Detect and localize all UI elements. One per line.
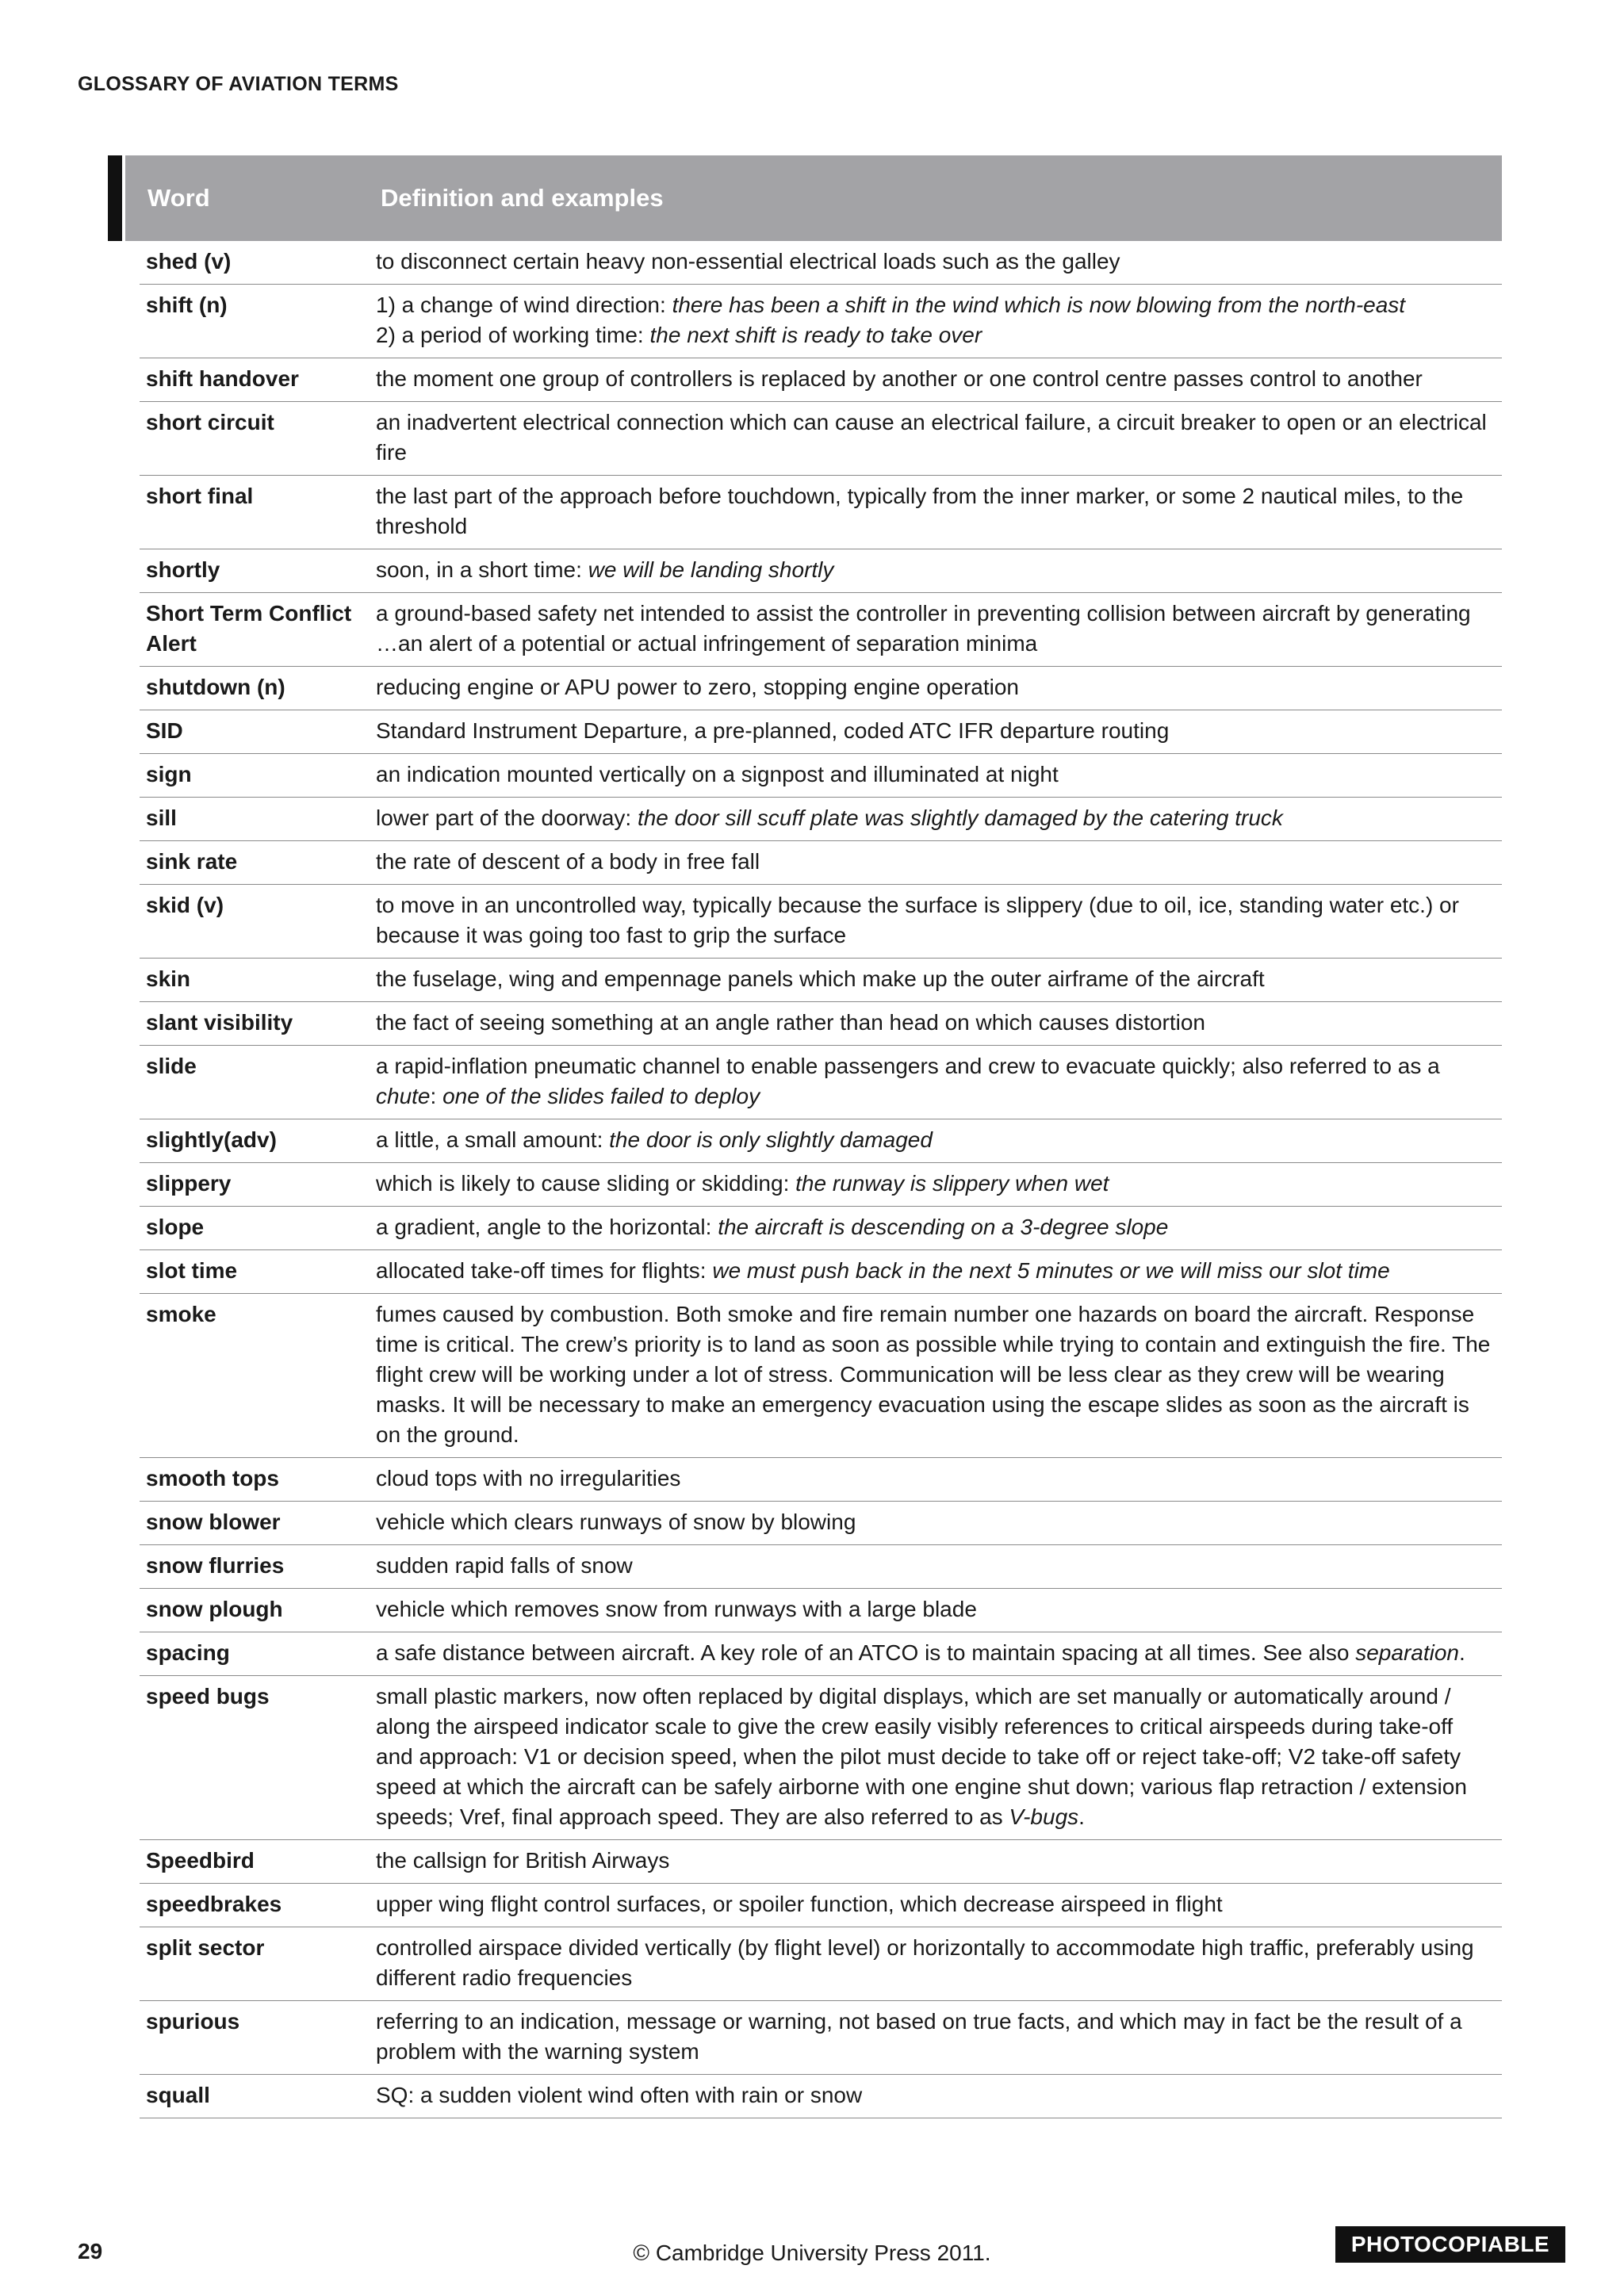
- definition-text: SQ: a sudden violent wind often with rain or snow: [376, 2083, 863, 2107]
- glossary-table-body: [140, 241, 1502, 2118]
- glossary-definition: [376, 964, 1502, 994]
- table-row: [140, 1294, 1502, 1458]
- definition-example: we will be landing shortly: [588, 557, 834, 582]
- definition-example: the runway is slippery when wet: [795, 1171, 1109, 1196]
- definition-text: allocated take-off times for flights:: [376, 1258, 713, 1283]
- definition-text: to move in an uncontrolled way, typically because the surface is slippery (due to oil, ice, standing water etc.) or because it was going too fast to grip the surface: [376, 893, 1459, 947]
- table-row: [140, 885, 1502, 959]
- glossary-term: shift (n): [146, 293, 228, 317]
- glossary-definition: [376, 1594, 1502, 1624]
- page-number: 29: [78, 2239, 103, 2263]
- definition-text: a safe distance between aircraft. A key role of an ATCO is to maintain spacing at all times. See also: [376, 1640, 1356, 1665]
- definition-example: the next shift is ready to take over: [649, 323, 982, 347]
- glossary-term: Speedbird: [146, 1848, 255, 1873]
- table-row: [140, 1632, 1502, 1676]
- definition-text: a gradient, angle to the horizontal:: [376, 1215, 718, 1239]
- glossary-definition: [376, 760, 1502, 790]
- table-row: [140, 798, 1502, 841]
- glossary-definition: [376, 803, 1502, 833]
- glossary-definition: [376, 1846, 1502, 1876]
- table-row: [140, 1676, 1502, 1840]
- definition-text: the callsign for British Airways: [376, 1848, 670, 1873]
- table-row: [140, 1502, 1502, 1545]
- definition-text: :: [430, 1084, 443, 1108]
- table-row: [140, 1250, 1502, 1294]
- glossary-term: speed bugs: [146, 1684, 270, 1709]
- glossary-term: shutdown (n): [146, 675, 285, 699]
- glossary-definition: [376, 1212, 1502, 1242]
- glossary-term: snow plough: [146, 1597, 283, 1621]
- definition-text: 1) a change of wind direction:: [376, 293, 672, 317]
- glossary-term: shortly: [146, 557, 220, 582]
- photocopiable-badge: PHOTOCOPIABLE: [1335, 2226, 1565, 2263]
- table-row: [140, 285, 1502, 358]
- definition-example: the aircraft is descending on a 3-degree slope: [718, 1215, 1169, 1239]
- glossary-term: snow flurries: [146, 1553, 285, 1578]
- glossary-definition: [376, 2007, 1502, 2067]
- definition-text: an inadvertent electrical connection which can cause an electrical failure, a circuit breaker to open or an electrical fire: [376, 410, 1487, 465]
- table-row: [140, 241, 1502, 285]
- glossary-definition: [376, 1008, 1502, 1038]
- glossary-term: snow blower: [146, 1510, 281, 1534]
- table-row: [140, 667, 1502, 710]
- glossary-definition: [376, 1169, 1502, 1199]
- glossary-definition: [376, 1051, 1502, 1112]
- definition-text: the rate of descent of a body in free fall: [376, 849, 760, 874]
- glossary-definition: [376, 408, 1502, 468]
- glossary-definition: [376, 672, 1502, 702]
- definition-text: an indication mounted vertically on a signpost and illuminated at night: [376, 762, 1059, 786]
- glossary-term: smoke: [146, 1302, 216, 1326]
- glossary-definition: [376, 847, 1502, 877]
- definition-text: Standard Instrument Departure, a pre-planned, coded ATC IFR departure routing: [376, 718, 1170, 743]
- table-row: [140, 2001, 1502, 2075]
- table-row: [140, 1046, 1502, 1119]
- table-row: [140, 710, 1502, 754]
- copyright-notice: © Cambridge University Press 2011.: [633, 2241, 991, 2265]
- glossary-definition: [376, 1464, 1502, 1494]
- glossary-term: skid (v): [146, 893, 224, 917]
- definition-text: small plastic markers, now often replaced by digital displays, which are set manually or automatically around / along the airspeed indicator scale to give the crew easily visibly references to critical airspeeds during take-off and approach: V1 or decision speed, when the pilot must decide to take off or reject take-off; V2 take-off safety speed at which the aircraft can be safely airborne with one engine shut down; various flap retraction / extension speeds; Vref, final approach speed. They are also referred to as: [376, 1684, 1467, 1829]
- definition-text: the moment one group of controllers is replaced by another or one control centre passes control to another: [376, 366, 1423, 391]
- glossary-definition: [376, 1638, 1502, 1668]
- glossary-definition: [376, 716, 1502, 746]
- definition-text: .: [1459, 1640, 1465, 1665]
- glossary-term: short circuit: [146, 410, 274, 434]
- definition-example: separation: [1355, 1640, 1459, 1665]
- glossary-term: slot time: [146, 1258, 238, 1283]
- table-row: [140, 1458, 1502, 1502]
- glossary-term: speedbrakes: [146, 1892, 282, 1916]
- definition-text: vehicle which removes snow from runways with a large blade: [376, 1597, 977, 1621]
- definition-example: V-bugs: [1009, 1804, 1079, 1829]
- glossary-definition: [376, 890, 1502, 951]
- definition-text: fumes caused by combustion. Both smoke and fire remain number one hazards on board the aircraft. Response time is critical. The crew’s priority is to land as soon as possible while trying to contain and extinguish the fire. The flight crew will be working under a lot of stress. Communication will be less clear as they crew will be wearing masks. It will be necessary to make an emergency evacuation using the escape slides as soon as the aircraft is on the ground.: [376, 1302, 1491, 1447]
- table-row: [140, 1884, 1502, 1927]
- table-row: [140, 1589, 1502, 1632]
- definition-example: we must push back in the next 5 minutes or we will miss our slot time: [712, 1258, 1390, 1283]
- column-header-word: Word: [147, 184, 210, 212]
- table-header: [125, 155, 1502, 241]
- glossary-term: SID: [146, 718, 183, 743]
- definition-text: which is likely to cause sliding or skidding:: [376, 1171, 796, 1196]
- table-row: [140, 1002, 1502, 1046]
- glossary-term: squall: [146, 2083, 210, 2107]
- glossary-definition: [376, 247, 1502, 277]
- glossary-term: split sector: [146, 1935, 265, 1960]
- definition-text: a little, a small amount:: [376, 1127, 610, 1152]
- definition-text: the fact of seeing something at an angle rather than head on which causes distortion: [376, 1010, 1206, 1035]
- glossary-term: smooth tops: [146, 1466, 279, 1490]
- definition-text: .: [1078, 1804, 1085, 1829]
- definition-text: the fuselage, wing and empennage panels which make up the outer airframe of the aircraft: [376, 966, 1265, 991]
- glossary-definition: [376, 1889, 1502, 1919]
- glossary-definition: [376, 290, 1502, 350]
- table-row: [140, 476, 1502, 549]
- glossary-term: shift handover: [146, 366, 299, 391]
- definition-text: sudden rapid falls of snow: [376, 1553, 633, 1578]
- table-row: [140, 549, 1502, 593]
- definition-text: soon, in a short time:: [376, 557, 588, 582]
- table-row: [140, 593, 1502, 667]
- table-row: [140, 358, 1502, 402]
- glossary-term: slippery: [146, 1171, 232, 1196]
- glossary-term: slide: [146, 1054, 197, 1078]
- definition-text: cloud tops with no irregularities: [376, 1466, 681, 1490]
- glossary-definition: [376, 1125, 1502, 1155]
- glossary-definition: [376, 555, 1502, 585]
- definition-example: there has been a shift in the wind which is now blowing from the north-east: [672, 293, 1406, 317]
- glossary-term: slant visibility: [146, 1010, 293, 1035]
- definition-example: one of the slides failed to deploy: [442, 1084, 760, 1108]
- glossary-definition: [376, 1682, 1502, 1832]
- table-row: [140, 841, 1502, 885]
- definition-text: a rapid-inflation pneumatic channel to enable passengers and crew to evacuate quickly; also referred to as a: [376, 1054, 1440, 1078]
- glossary-term: slightly(adv): [146, 1127, 277, 1152]
- glossary-definition: [376, 1256, 1502, 1286]
- glossary-definition: [376, 599, 1502, 659]
- glossary-term: spurious: [146, 2009, 240, 2034]
- column-header-definition: Definition and examples: [381, 184, 664, 212]
- glossary-term: Short Term Conflict Alert: [146, 601, 352, 656]
- definition-text: lower part of the doorway:: [376, 806, 638, 830]
- glossary-term: skin: [146, 966, 191, 991]
- glossary-definition: [376, 2080, 1502, 2110]
- definition-example: the door sill scuff plate was slightly damaged by the catering truck: [637, 806, 1283, 830]
- glossary-term: short final: [146, 484, 254, 508]
- glossary-definition: [376, 481, 1502, 541]
- glossary-term: slope: [146, 1215, 205, 1239]
- glossary-definition: [376, 1507, 1502, 1537]
- definition-text: controlled airspace divided vertically (by flight level) or horizontally to accommodate high traffic, preferably using different radio frequencies: [376, 1935, 1474, 1990]
- header-accent-bar: [108, 155, 122, 241]
- glossary-definition: [376, 364, 1502, 394]
- definition-example: chute: [376, 1084, 431, 1108]
- table-row: [140, 1545, 1502, 1589]
- table-row: [140, 959, 1502, 1002]
- table-row: [140, 402, 1502, 476]
- glossary-term: sign: [146, 762, 192, 786]
- table-row: [140, 2075, 1502, 2118]
- definition-text: 2) a period of working time:: [376, 323, 650, 347]
- definition-text: referring to an indication, message or warning, not based on true facts, and which may in fact be the result of a problem with the warning system: [376, 2009, 1462, 2064]
- glossary-definition: [376, 1551, 1502, 1581]
- table-row: [140, 1163, 1502, 1207]
- definition-text: to disconnect certain heavy non-essential electrical loads such as the galley: [376, 249, 1120, 274]
- definition-text: vehicle which clears runways of snow by blowing: [376, 1510, 856, 1534]
- table-row: [140, 1927, 1502, 2001]
- table-row: [140, 1119, 1502, 1163]
- definition-text: reducing engine or APU power to zero, stopping engine operation: [376, 675, 1019, 699]
- definition-text: upper wing flight control surfaces, or spoiler function, which decrease airspeed in flight: [376, 1892, 1223, 1916]
- glossary-definition: [376, 1933, 1502, 1993]
- page-title: GLOSSARY OF AVIATION TERMS: [78, 73, 399, 95]
- glossary-term: sink rate: [146, 849, 238, 874]
- table-row: [140, 1207, 1502, 1250]
- table-row: [140, 754, 1502, 798]
- glossary-term: sill: [146, 806, 177, 830]
- definition-text: a ground-based safety net intended to assist the controller in preventing collision between aircraft by generating …an alert of a potential or actual infringement of separation minima: [376, 601, 1471, 656]
- glossary-term: shed (v): [146, 249, 232, 274]
- table-row: [140, 1840, 1502, 1884]
- glossary-definition: [376, 1299, 1502, 1450]
- definition-example: the door is only slightly damaged: [609, 1127, 933, 1152]
- glossary-term: spacing: [146, 1640, 230, 1665]
- definition-text: the last part of the approach before touchdown, typically from the inner marker, or some 2 nautical miles, to the threshold: [376, 484, 1464, 538]
